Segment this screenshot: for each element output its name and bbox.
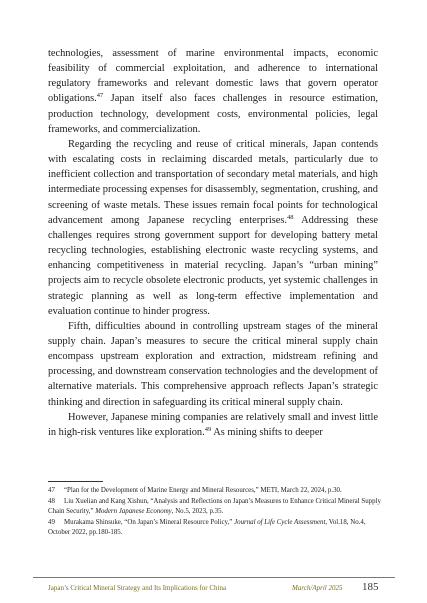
footnote-journal-title: Modern Japanese Economy: [95, 508, 172, 515]
paragraph-text: Fifth, difficulties abound in controlling upstream stages of the mineral supply chain. Japan’s measures to secure the critical mineral supply chain encompass upstream exploration and extraction, midstream refining and processing, and downstream conservation technologies and the development of alternative materials. This comprehensive approach reflects Japan’s strategic thinking and direction in safeguarding its critical mineral supply chain.: [48, 320, 378, 408]
paragraph: [48, 46, 378, 137]
paragraph-text: Addressing these challenges requires strong government support for developing battery metal recycling technologies, establishing electronic waste recycling systems, and enhancing competitiveness in material recycling. Japan’s “urban mining” projects aim to recycle obsolete electronic products, yet systemic challenges in strategic planning as well as long-term effective implementation and evaluation continue to hinder progress.: [48, 214, 378, 317]
paragraph-text: However, Japanese mining companies are relatively small and invest little in high-risk ventures like exploration.: [48, 411, 378, 438]
paragraph: [48, 319, 378, 410]
footnote-number: 49: [48, 518, 55, 526]
footnote-reference[interactable]: 48: [287, 213, 294, 221]
paragraph: [48, 137, 378, 319]
paragraph-text: Japan itself also faces challenges in resource estimation, production technology, development costs, environmental policies, legal frameworks, and commercialization.: [48, 93, 378, 135]
footnote-item: [48, 497, 383, 518]
footnote-journal-title: Journal of Life Cycle Assessment: [234, 518, 326, 526]
page-number: 185: [362, 581, 379, 593]
footnote-text: , No.5, 2023, p.35.: [171, 508, 224, 515]
footnote-item: [48, 518, 383, 539]
footnote-divider: [48, 481, 103, 482]
paragraph-text: technologies, assessment of marine environmental impacts, economic feasibility of commercial exploitation, and adherence to international regulatory frameworks and relevant domestic laws that govern operator obligations.: [48, 48, 378, 105]
footnote-item: [48, 486, 383, 497]
paragraph-text: Regarding the recycling and reuse of critical minerals, Japan contends with escalating costs in reclaiming discarded metals, particularly due to inefficient collection and transportation of secondary metal materials, and high intermediate processing expenses for disassembly, segmentation, crushing, and screening of waste metals. These issues remain focal points for technological advancement among Japanese recycling enterprises.: [48, 138, 378, 226]
paragraph: [48, 410, 378, 440]
running-title: Japan’s Critical Mineral Strategy and Its Implications for China: [48, 584, 227, 592]
footnote-text: “Plan for the Development of Marine Energy and Mineral Resources,” METI, March 22, 2024, p.30.: [64, 487, 342, 494]
footnote-reference[interactable]: 49: [204, 425, 212, 433]
footnote-text: , Vol.18, No.4, October 2022, pp.180-185.: [48, 518, 366, 536]
footer-rule: [33, 577, 395, 578]
footnotes: [48, 486, 383, 539]
footnote-number: 48: [48, 497, 55, 505]
footnote-text: Liu Xuelian and Kang Xishun, “Analysis and Reflections on Japan’s Measures to Enhance Critical Mineral Supply Chain Security,”: [48, 497, 381, 515]
main-text: [48, 46, 378, 440]
footnote-reference[interactable]: 47: [96, 92, 104, 100]
footnote-number: 47: [48, 487, 55, 494]
footnote-text: Murakama Shinsuke, “On Japan’s Mineral Resource Policy,”: [64, 518, 235, 526]
paragraph-text: As mining shifts to deeper: [211, 426, 323, 438]
issue-date: March/April 2025: [292, 584, 343, 592]
